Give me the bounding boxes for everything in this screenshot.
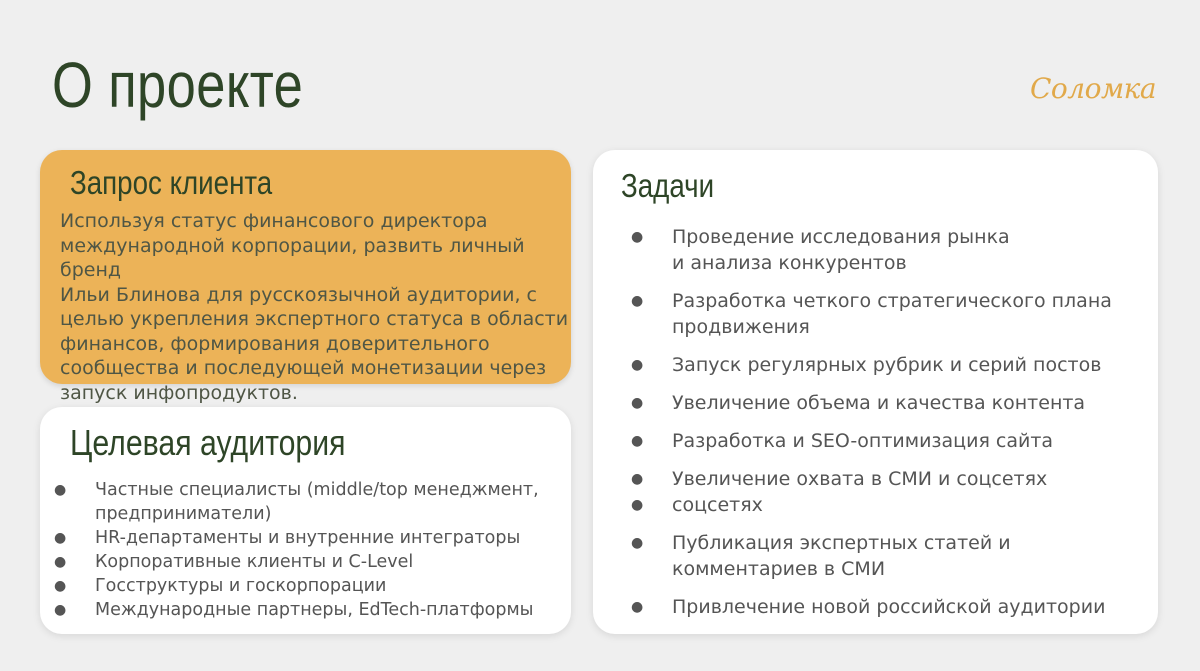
audience-item-line: Частные специалисты (middle/top менеджмент, [95,480,539,500]
task-item-line: Разработка четкого стратегического плана [672,290,1112,312]
task-item-line: Привлечение новой российской аудитории [672,596,1106,618]
bullet-icon: ● [631,357,644,373]
audience-item-line: Корпоративные клиенты и C-Level [95,552,414,572]
tasks-title: Задачи [621,167,715,204]
bullet-icon: ● [54,482,67,498]
bullet-icon: ● [631,293,644,309]
audience-item [54,550,539,574]
audience-item-line: Международные партнеры, EdTech-платформы [95,600,534,620]
client-request-text [60,209,570,405]
audience-item-line: Госструктуры и госкорпорации [95,576,387,596]
task-item [631,428,1112,454]
task-item-line: Разработка и SEO-оптимизация сайта [672,430,1054,452]
target-audience-list [54,478,539,622]
task-item-line: Увеличение охвата в СМИ и соцсетях [672,468,1048,490]
client-request-line: сообщества и последующей монетизации через [60,357,547,379]
audience-item-line: предприниматели) [95,504,272,524]
task-item [631,594,1112,620]
target-audience-title: Целевая аудитория [70,422,346,463]
client-request-line: запуск инфопродуктов. [60,381,298,404]
task-item-line: продвижения [672,316,810,338]
task-item [631,466,1112,492]
task-item [631,224,1112,276]
audience-item-line: HR-департаменты и внутренние интеграторы [95,528,521,548]
target-audience-card [40,407,571,634]
task-item [631,288,1112,340]
audience-item [54,574,539,598]
bullet-icon: ● [631,433,644,449]
task-item [631,492,1112,518]
bullet-icon: ● [54,554,67,570]
bullet-icon: ● [631,497,644,513]
task-item [631,352,1112,378]
bullet-icon: ● [54,578,67,594]
client-request-line: Используя статус финансового директора [60,210,488,232]
client-request-line: финансов, формирования доверительного [60,332,490,355]
bullet-icon: ● [54,530,67,546]
audience-item [54,598,539,622]
audience-item [54,526,539,550]
task-item-line: соцсетях [672,494,763,516]
tasks-list [631,224,1112,620]
client-request-line: Ильи Блинова для русскоязычной аудитории, с [60,283,537,306]
task-item-line: Публикация экспертных статей и [672,532,1011,554]
bullet-icon: ● [631,535,644,551]
tasks-card [593,150,1158,634]
audience-item [54,478,539,526]
bullet-icon: ● [631,229,644,245]
client-request-card [40,150,571,404]
bullet-icon: ● [631,471,644,487]
task-item [631,530,1112,582]
task-item-line: Проведение исследования рынка [672,226,1010,248]
task-item [631,390,1112,416]
brand-logo: Соломка [1030,72,1157,105]
client-request-line: целью укрепления экспертного статуса в области [60,308,569,330]
bullet-icon: ● [631,395,644,411]
bullet-icon: ● [631,599,644,615]
task-item-line: Запуск регулярных рубрик и серий постов [672,354,1102,376]
task-item-line: Увеличение объема и качества контента [672,392,1086,414]
task-item-line: комментариев в СМИ [672,558,886,580]
page-title: О проекте [52,49,304,121]
task-item-line: и анализа конкурентов [672,252,907,274]
bullet-icon: ● [54,602,67,618]
client-request-line: международной корпорации, развить личный бренд [60,234,525,281]
client-request-title: Запрос клиента [70,164,273,201]
